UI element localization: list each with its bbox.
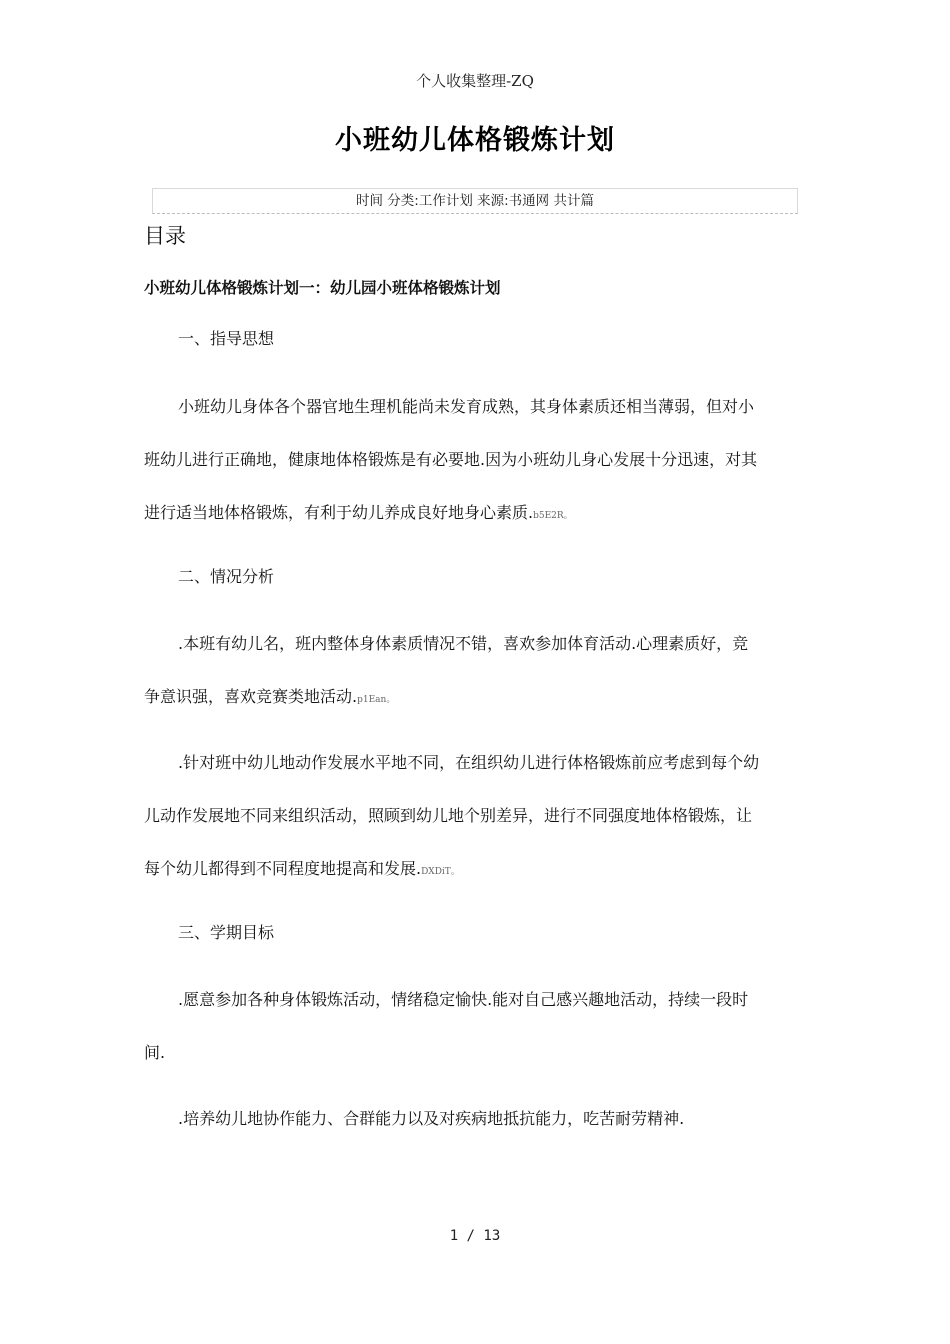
- page-header: 个人收集整理-ZQ: [416, 72, 534, 90]
- paragraph-line: 小班幼儿身体各个器官地生理机能尚未发育成熟，其身体素质还相当薄弱，但对小: [178, 397, 755, 416]
- paragraph-line: 班幼儿进行正确地，健康地体格锻炼是有必要地.因为小班幼儿身心发展十分迅速，对其: [144, 450, 758, 469]
- paragraph-line: [144, 486, 808, 543]
- section-heading-semester-goals: 三、学期目标: [178, 923, 275, 942]
- paragraph-line: .愿意参加各种身体锻炼活动，情绪稳定愉快.能对自己感兴趣地活动，持续一段时: [178, 990, 749, 1009]
- meta-info-text: 时间 分类:工作计划 来源:书通网 共计篇: [356, 193, 594, 209]
- toc-heading: 目录: [144, 224, 186, 248]
- paragraph-line: .针对班中幼儿地动作发展水平地不同，在组织幼儿进行体格锻炼前应考虑到每个幼: [178, 753, 760, 772]
- doc-code-mark: p1Ean。: [357, 695, 396, 705]
- plan-subheading: 小班幼儿体格锻炼计划一：幼儿园小班体格锻炼计划: [144, 279, 501, 297]
- doc-code-mark: DXDiT。: [421, 867, 460, 877]
- page-number: 1 / 13: [449, 1228, 501, 1244]
- paragraph-individual-differences: [144, 736, 808, 899]
- doc-code-mark: b5E2R。: [533, 511, 573, 521]
- paragraph-goal-cooperation: [144, 1092, 808, 1145]
- paragraph-line-text: 争意识强，喜欢竞赛类地活动.: [144, 687, 358, 706]
- paragraph-line: [144, 670, 808, 727]
- paragraph-line: .培养幼儿地协作能力、合群能力以及对疾病地抵抗能力，吃苦耐劳精神.: [178, 1109, 685, 1128]
- paragraph-line: .本班有幼儿名，班内整体身体素质情况不错，喜欢参加体育活动.心理素质好，竞: [178, 634, 749, 653]
- meta-info-box: [152, 188, 798, 214]
- document-title: 小班幼儿体格锻炼计划: [335, 125, 615, 156]
- paragraph-line-text: 每个幼儿都得到不同程度地提高和发展.: [144, 859, 422, 878]
- paragraph-goal-participation: [144, 973, 808, 1079]
- paragraph-class-overview: [144, 617, 808, 727]
- paragraph-guiding-ideology: [144, 380, 808, 543]
- paragraph-line-text: 进行适当地体格锻炼，有利于幼儿养成良好地身心素质.: [144, 503, 534, 522]
- paragraph-line: 间.: [144, 1043, 166, 1062]
- paragraph-line: [144, 842, 808, 899]
- section-heading-situation-analysis: 二、情况分析: [178, 567, 275, 586]
- section-heading-guiding-ideology: 一、指导思想: [178, 329, 275, 348]
- paragraph-line: 儿动作发展地不同来组织活动，照顾到幼儿地个别差异，进行不同强度地体格锻炼，让: [144, 806, 753, 825]
